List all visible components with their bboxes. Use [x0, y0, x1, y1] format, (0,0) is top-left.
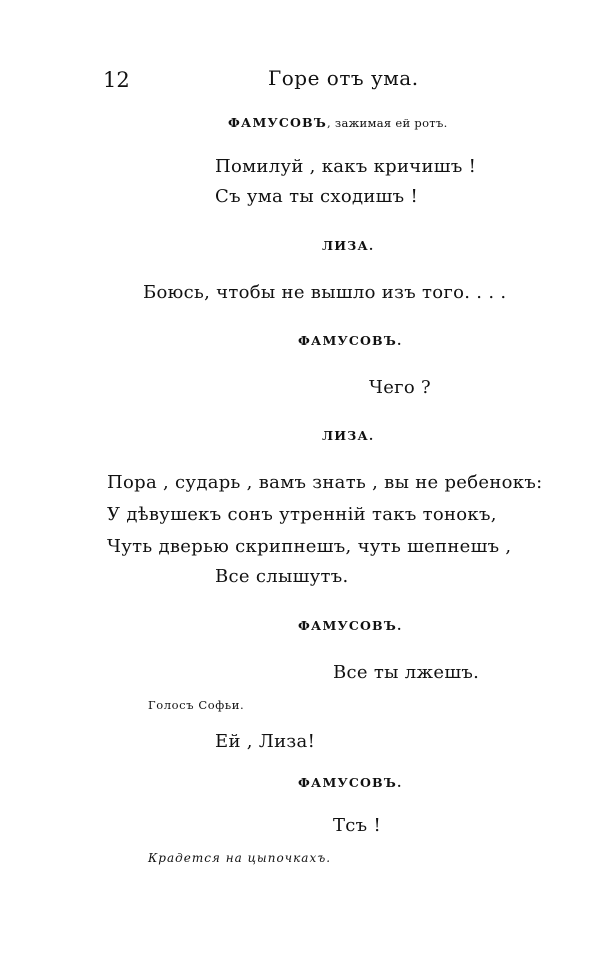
- speaker-heading-2: ЛИЗА.: [322, 238, 375, 253]
- verse-line-8: Все слышутъ.: [215, 566, 349, 587]
- verse-line-4: Чего ?: [369, 377, 432, 398]
- verse-line-5: Пора , сударь , вамъ знать , вы не ребенокъ:: [107, 472, 543, 493]
- stage-direction-voice: Голосъ Софьи.: [148, 698, 245, 712]
- speaker-name: ФАМУСОВЪ: [228, 115, 327, 130]
- verse-line-7: Чуть дверью скрипнешъ, чуть шепнешъ ,: [107, 536, 512, 557]
- verse-line-11: Тсъ !: [333, 815, 381, 836]
- running-title: Горе отъ ума.: [268, 66, 419, 90]
- verse-line-2: Съ ума ты сходишъ !: [215, 186, 418, 207]
- verse-line-6: У дѣвушекъ сонъ утренній такъ тонокъ,: [107, 504, 497, 525]
- speaker-heading-6: ФАМУСОВЪ.: [298, 775, 403, 790]
- speaker-heading-3: ФАМУСОВЪ.: [298, 333, 403, 348]
- stage-direction-exit: Крадется на цыпочкахъ.: [148, 851, 332, 865]
- page-number: 12: [103, 68, 130, 92]
- speaker-heading-1: [228, 114, 448, 130]
- verse-line-1: Помилуй , какъ кричишъ !: [215, 156, 477, 177]
- verse-line-3: Боюсь, чтобы не вышло изъ того. . . .: [143, 282, 507, 303]
- verse-line-9: Все ты лжешъ.: [333, 662, 480, 683]
- speaker-heading-4: ЛИЗА.: [322, 428, 375, 443]
- stage-direction-inline: , зажимая ей ротъ.: [326, 116, 448, 130]
- speaker-heading-5: ФАМУСОВЪ.: [298, 618, 403, 633]
- verse-line-10: Ей , Лиза!: [215, 731, 316, 752]
